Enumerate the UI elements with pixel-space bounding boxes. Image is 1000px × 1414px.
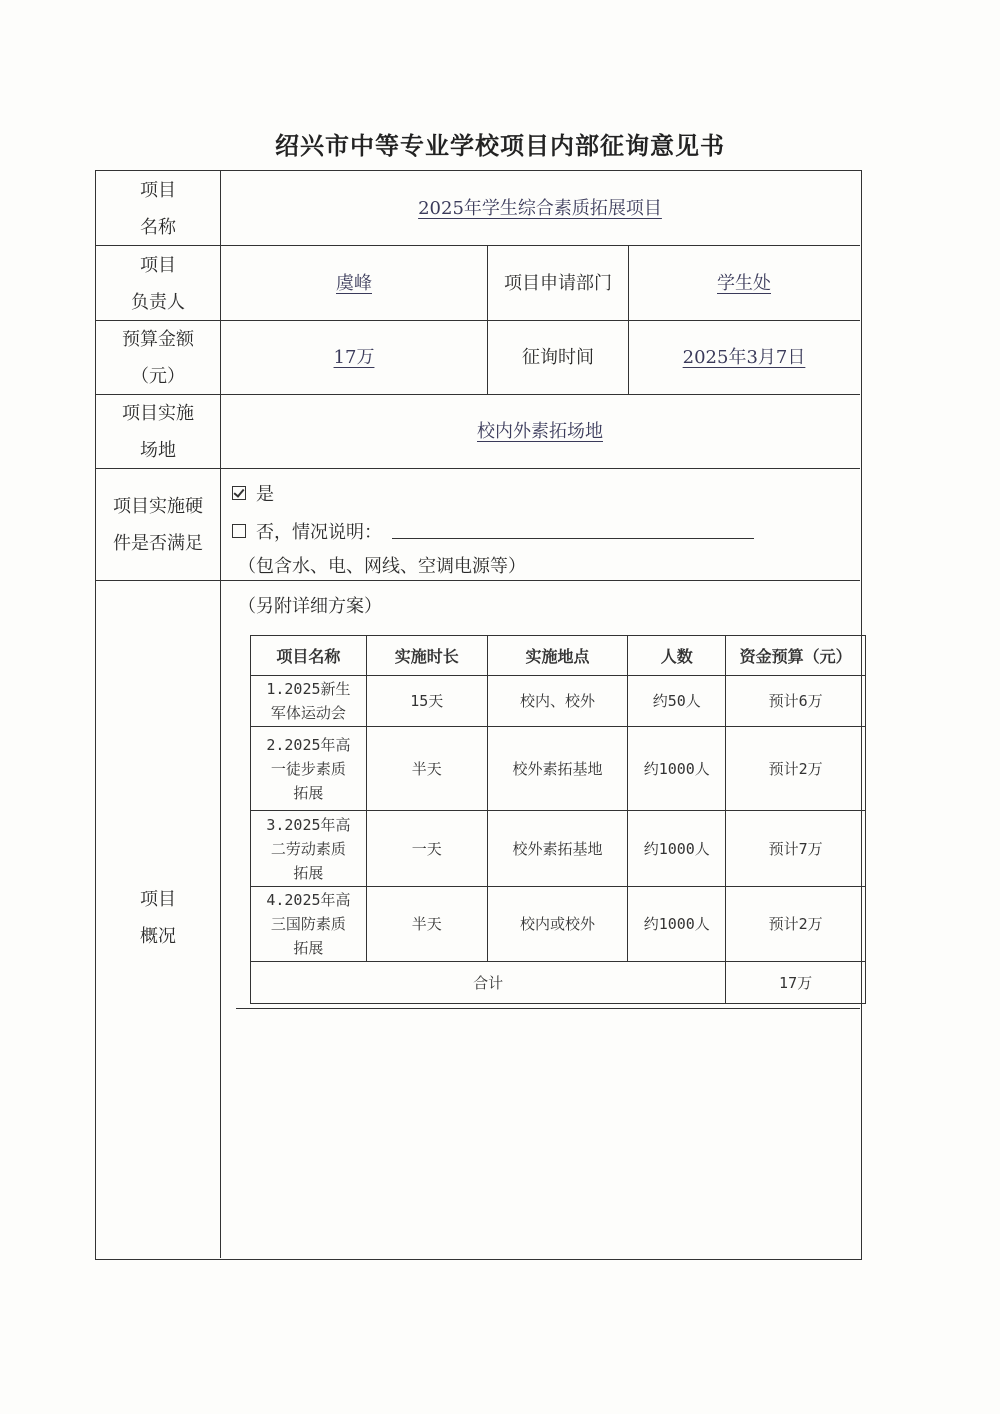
- budget-label: 预算金额 （元）: [122, 329, 194, 387]
- row-people-cell: 约50人: [628, 676, 726, 727]
- department-label: 项目申请部门: [504, 272, 612, 294]
- column-header: 资金预算（元）: [726, 636, 866, 676]
- row-location-cell: 校外素拓基地: [487, 811, 628, 887]
- attachment-note: （另附详细方案）: [238, 596, 382, 617]
- venue-label: 项目实施 场地: [122, 403, 194, 461]
- overview-label: 项目 概况: [140, 889, 176, 947]
- row-name-cell: 1.2025新生 军体运动会: [251, 676, 367, 727]
- row-location-cell: 校内、校外: [487, 676, 628, 727]
- checked-checkbox-icon[interactable]: [232, 486, 246, 500]
- table-row: [251, 811, 866, 887]
- row-name-cell: 3.2025年高 二劳动素质 拓展: [251, 811, 367, 887]
- hardware-yes-option[interactable]: 是: [232, 480, 274, 506]
- total-label-cell: 合计: [251, 962, 726, 1004]
- row-name-cell: 2.2025年高 一徒步素质 拓展: [251, 727, 367, 811]
- row-people-cell: 约1000人: [628, 727, 726, 811]
- row-location-cell: 校外素拓基地: [487, 727, 628, 811]
- department-value: 学生处: [717, 272, 771, 294]
- project-name-value: 2025年学生综合素质拓展项目: [418, 197, 662, 219]
- row-budget-cell: 预计6万: [726, 676, 866, 727]
- table-row: [251, 676, 866, 727]
- column-header: 实施时长: [366, 636, 487, 676]
- column-header: 实施地点: [487, 636, 628, 676]
- row-duration-cell: 半天: [366, 887, 487, 962]
- column-header: 项目名称: [251, 636, 367, 676]
- row-location-cell: 校内或校外: [487, 887, 628, 962]
- row-duration-cell: 一天: [366, 811, 487, 887]
- row-people-cell: 约1000人: [628, 887, 726, 962]
- document-title: 绍兴市中等专业学校项目内部征询意见书: [275, 132, 725, 160]
- row-divider: [95, 468, 860, 469]
- row-people-cell: 约1000人: [628, 811, 726, 887]
- checkbox-icon[interactable]: [232, 524, 246, 538]
- project-lead-label: 项目 负责人: [131, 254, 185, 313]
- explanation-blank-line[interactable]: [392, 537, 754, 539]
- row-budget-cell: 预计2万: [726, 727, 866, 811]
- table-total-row: [251, 962, 866, 1004]
- project-breakdown-table: [250, 635, 866, 1004]
- total-value-cell: 17万: [726, 962, 866, 1004]
- overview-end-line: [236, 1008, 860, 1009]
- inquiry-time-value: 2025年3月7日: [682, 347, 806, 368]
- row-divider: [95, 245, 860, 246]
- table-row: [251, 887, 866, 962]
- inquiry-time-label: 征询时间: [522, 347, 594, 368]
- row-divider: [95, 580, 860, 581]
- row-duration-cell: 半天: [366, 727, 487, 811]
- row-divider: [95, 320, 860, 321]
- hardware-note: （包含水、电、网线、空调电源等）: [238, 556, 526, 577]
- project-name-label: 项目 名称: [140, 179, 176, 238]
- table-header-row: [251, 636, 866, 676]
- row-budget-cell: 预计2万: [726, 887, 866, 962]
- row-duration-cell: 15天: [366, 676, 487, 727]
- row-budget-cell: 预计7万: [726, 811, 866, 887]
- row-name-cell: 4.2025年高 三国防素质 拓展: [251, 887, 367, 962]
- venue-value: 校内外素拓场地: [477, 421, 603, 442]
- hardware-label: 项目实施硬 件是否满足: [113, 496, 203, 554]
- hardware-no-option[interactable]: 否，情况说明：: [232, 518, 754, 544]
- project-lead-value: 虞峰: [336, 272, 372, 294]
- row-divider: [95, 394, 860, 395]
- table-row: [251, 727, 866, 811]
- budget-value: 17万: [333, 347, 375, 368]
- column-header: 人数: [628, 636, 726, 676]
